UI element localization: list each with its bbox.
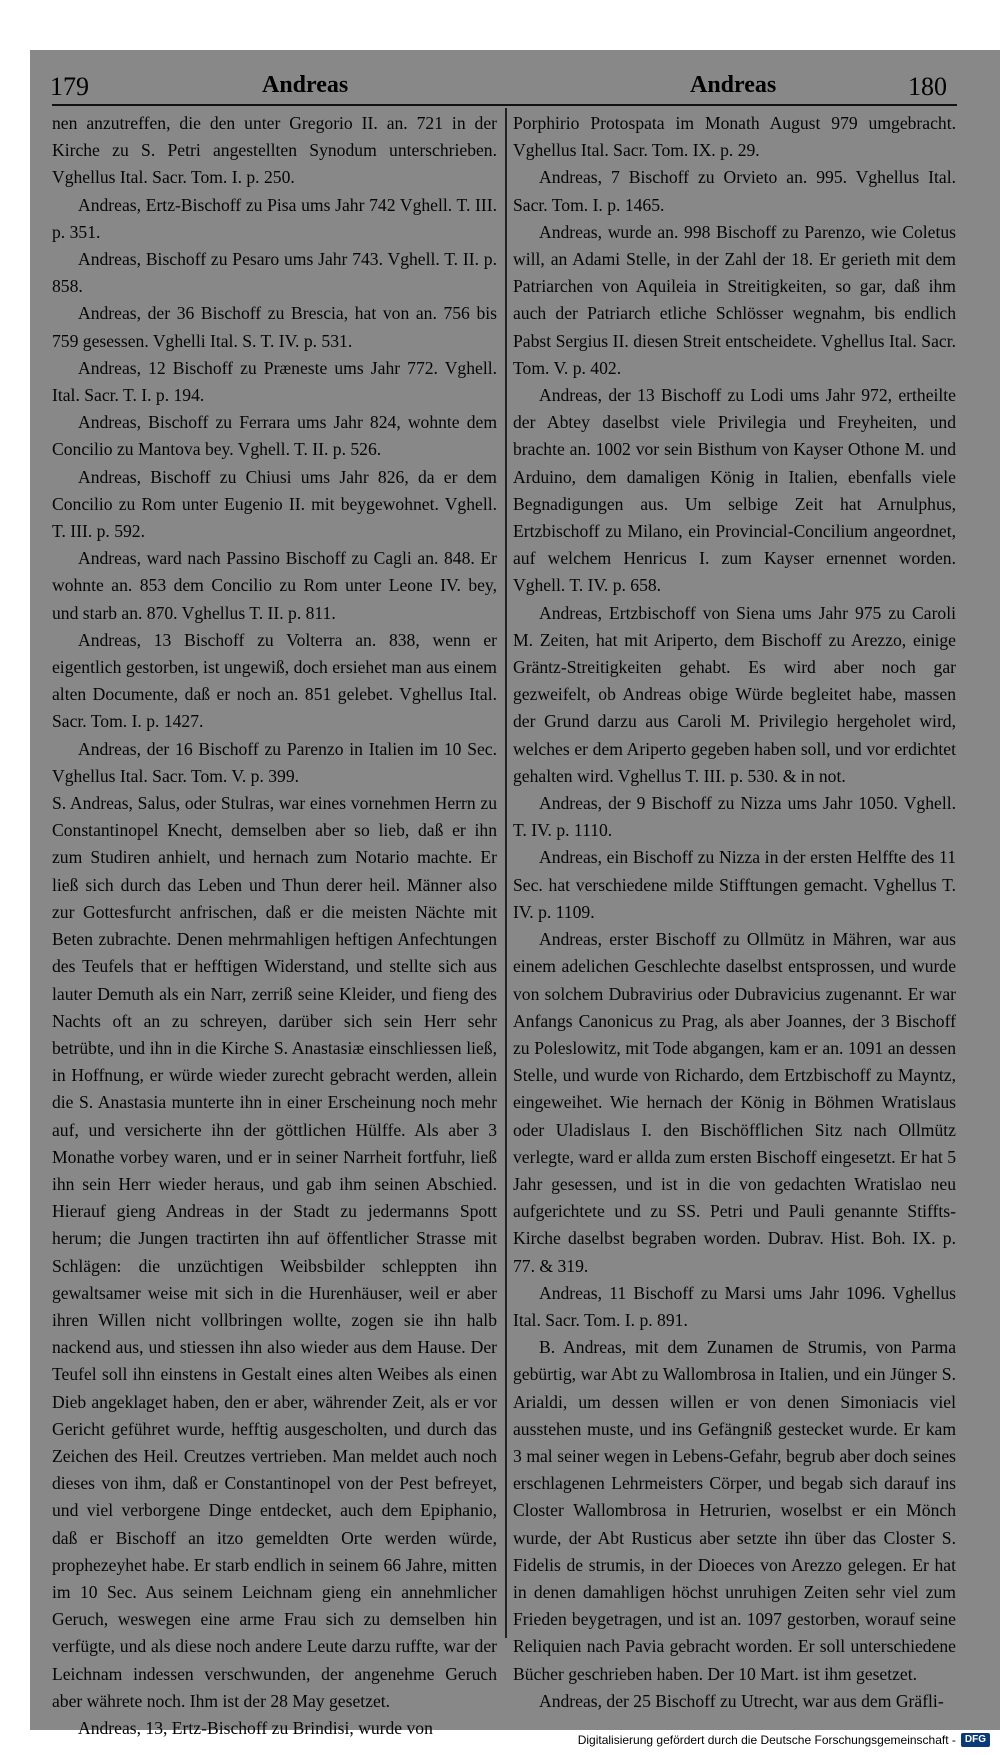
entry: Andreas, der 36 Bischoff zu Brescia, hat von an. 756 bis 759 gesessen. Vghelli Ital. S. T. IV. p. 531.	[52, 303, 497, 351]
left-column	[52, 110, 497, 1742]
entry: Andreas, 13 Bischoff zu Volterra an. 838, wenn er eigentlich gestorben, ist ungewiß, doch ersiehet man aus einem alten Documente, daß er noch an. 851 gelebet. Vghellus Ital. Sacr. Tom. I. p. 1427.	[52, 629, 497, 732]
entry: S. Andreas, Salus, oder Stulras, war eines vornehmen Herrn zu Constantinopel Knecht, demselben aber so lieb, daß er ihn zum Studiren anhielt, und hernach zum Notario machte. Er ließ sich durch das Leben und Thun derer heil. Männer also zur Gottesfurcht anfrischen, daß er die meisten Nächte mit Beten zubrachte. Denen mehrmahligen heftigen Anfechtungen des Teufels that er hefftigen Widerstand, und stellte sich aus lauter Demuth als ein Narr, zerriß seine Kleider, und fieng des Nachts oft an zu schreyen, darüber sich sein Herr sehr betrübte, und ihn in die Kirche S. Anastasiæ einschliessen ließ, in Hoffnung, er würde wieder zurecht gebracht werden, allein die S. Anastasia munterte ihn in einer Erscheinung noch mehr auf, und versicherte ihn der göttlichen Hülffe. Als aber 3 Monathe vorbey waren, und er in seiner Narrheit fortfuhr, ließ ihn sein Herr wieder heraus, und gab ihm seinen Abschied. Hierauf gieng Andreas in der Stadt zu jedermanns Spott herum; die Jungen tractirten ihn auf öffentlicher Strasse mit Schlägen: die unzüchtigen Weibsbilder schleppten ihn gewaltsamer weise mit sich in die Hurenhäuser, weil er aber ihren Willen nicht vollbringen wollte, zogen sie ihn halb nackend aus, und stiessen ihn also wieder aus dem Hause. Der Teufel soll ihn einstens in Gestalt eines alten Weibes als einen Dieb angeklaget haben, den er aber, währender Zeit, als er vor Gericht geführet wurde, hefftig ausgescholten, und durch das Zeichen des Heil. Creutzes vertrieben. Man meldet auch noch dieses von ihm, daß er Constantinopel von der Pest befreyet, und viel verborgene Dinge entdecket, auch dem Epiphanio, daß er Bischoff an itzo gemeldten Orte werden würde, prophezeyhet habe. Er starb endlich in seinem 66 Jahre, mitten im 10 Sec. Aus seinem Leichnam gieng ein annehmlicher Geruch, weswegen eine arme Frau sich zu demselben hin verfügte, und als diese noch andere Leute darzu ruffte, war der Leichnam indessen verschwunden, der angenehme Geruch aber währete noch. Ihm ist der 28 May gesetzet.	[52, 793, 497, 1711]
entry: Andreas, 13, Ertz-Bischoff zu Brindisi, wurde von	[78, 1717, 433, 1738]
entry: Andreas, 7 Bischoff zu Orvieto an. 995. Vghellus Ital. Sacr. Tom. I. p. 1465.	[513, 167, 956, 215]
entry: Andreas, ward nach Passino Bischoff zu Cagli an. 848. Er wohnte an. 853 dem Concilio zu Rom unter Leone IV. bey, und starb an. 870. Vghellus T. II. p. 811.	[52, 548, 497, 623]
entry: B. Andreas, mit dem Zunamen de Strumis, von Parma gebürtig, war Abt zu Wallombrosa in Italien, und ein Jünger S. Arialdi, um dessen willen er von denen Simoniacis viel ausstehen muste, und ins Gefängniß gestecket wurde. Er kam 3 mal seiner wegen in Lebens-Gefahr, begrub aber doch seines erschlagenen Lehrmeisters Cörper, und begab sich darauf ins Closter Wallombrosa in Hetrurien, woselbst er ein Mönch wurde, der Abt Rusticus aber setzte ihn über das Closter S. Fidelis de strumis, in der Dioeces von Arezzo gelegen. Er hat in denen damahligen höchst unruhigen Zeiten sehr viel zum Frieden beygetragen, und ist an. 1097 gestorben, worauf seine Reliquien nach Pavia gebracht worden. Er soll unterschiedene Bücher geschrieben haben. Der 10 Mart. ist ihm gesetzet.	[513, 1337, 956, 1684]
entry: Porphirio Protospata im Monath August 979 umgebracht. Vghellus Ital. Sacr. Tom. IX. p. 29.	[513, 113, 956, 161]
funding-footer	[578, 1731, 990, 1749]
footer-text: Digitalisierung gefördert durch die Deutsche Forschungsgemeinschaft -	[577, 1733, 956, 1747]
running-title-left: Andreas	[262, 72, 349, 98]
entry: Andreas, ein Bischoff zu Nizza in der ersten Helffte des 11 Sec. hat verschiedene milde Stifftungen gemacht. Vghellus T. IV. p. 1109.	[513, 847, 956, 922]
entry: Andreas, der 13 Bischoff zu Lodi ums Jahr 972, ertheilte der Abtey daselbst viele Privilegia und Freyheiten, und brachte an. 1002 vor sein Bisthum von Kayser Othone M. und Arduino, dem damaligen König in Italien, ebenfalls viele Begnadigungen aus. Um selbige Zeit hat Arnulphus, Ertzbischoff zu Milano, ein Provincial-Concilium angeordnet, auf welchem Henricus I. zum Kayser ernennet worden. Vghell. T. IV. p. 658.	[513, 385, 956, 596]
entry: Andreas, wurde an. 998 Bischoff zu Parenzo, wie Coletus will, an Adami Stelle, in der Zahl der 18. Er gerieth mit dem Patriarchen von Aquileia in Streitigkeiten, so gar, daß ihm auch der Patriarch etliche Schlösser wegnahm, bis endlich Pabst Sergius II. diesen Streit entscheidete. Vghellus Ital. Sacr. Tom. V. p. 402.	[513, 221, 956, 378]
entry: Andreas, der 16 Bischoff zu Parenzo in Italien im 10 Sec. Vghellus Ital. Sacr. Tom. V. p. 399.	[52, 738, 497, 786]
page-number-left: 179	[50, 72, 89, 101]
running-title-right: Andreas	[690, 72, 777, 98]
header-rule	[52, 104, 957, 106]
page-number-right: 180	[908, 72, 947, 101]
entry: Andreas, Bischoff zu Chiusi ums Jahr 826, da er dem Concilio zu Rom unter Eugenio II. mit beygewohnet. Vghell. T. III. p. 592.	[52, 466, 497, 542]
entry: Andreas, Ertz-Bischoff zu Pisa ums Jahr 742 Vghell. T. III. p. 351.	[52, 194, 497, 242]
right-column	[513, 110, 956, 1715]
entry: Andreas, Ertzbischoff von Siena ums Jahr 975 zu Caroli M. Zeiten, hat mit Ariperto, dem Bischoff zu Arezzo, einige Grän​tz-Streitigkeiten gehabt. Es wird aber noch gar gezweifelt, ob Andreas obige Würde begleitet habe, massen der Grund darzu aus Caroli M. Privilegio hergeholet wird, welches er dem Ariperto gegeben haben soll, und vor erdichtet gehalten wird. Vghellus T. III. p. 530. & in not.	[513, 602, 956, 786]
entry: nen anzutreffen, die den unter Gregorio II. an. 721 in der Kirche zu S. Petri angestellten Synodum unterschrieben. Vghellus Ital. Sacr. Tom. I. p. 250.	[52, 113, 497, 188]
dfg-logo: DFG	[961, 1733, 990, 1747]
entry: Andreas, der 25 Bischoff zu Utrecht, war aus dem Gräfli-	[539, 1690, 944, 1711]
entry: Andreas, erster Bischoff zu Ollmütz in Mähren, war aus einem adelichen Geschlechte daselbst entsprossen, und wurde von solchem Dubravirius oder Dubravicius zugenannt. Er war Anfangs Canonicus zu Prag, als aber Joannes, der 3 Bischoff zu Poleslowitz, mit Tode abgangen, kam er an. 1091 an dessen Stelle, und wurde von Richardo, dem Ertzbischoff zu Mayntz, eingeweihet. Wie hernach der König in Böhmen Wratislaus oder Uladislaus I. den Bischöfflichen Sitz nach Ollmütz verlegte, ward er allda zum ersten Bischoff eingesetzt. Er hat 5 Jahr gesessen, und ist in die von gedachten Wratislao neu aufgerichtete und zu SS. Petri und Pauli genannte Stiffts-Kirche daselbst begraben worden. Dubrav. Hist. Boh. IX. p. 77. & 319.	[513, 929, 956, 1276]
entry: Andreas, 12 Bischoff zu Præneste ums Jahr 772. Vghell. Ital. Sacr. T. I. p. 194.	[52, 357, 497, 406]
entry: Andreas, 11 Bischoff zu Marsi ums Jahr 1096. Vghellus Ital. Sacr. Tom. I. p. 891.	[513, 1282, 956, 1330]
entry: Andreas, der 9 Bischoff zu Nizza ums Jahr 1050. Vghell. T. IV. p. 1110.	[513, 793, 956, 841]
entry: Andreas, Bischoff zu Pesaro ums Jahr 743. Vghell. T. II. p. 858.	[52, 249, 497, 297]
entry: Andreas, Bischoff zu Ferrara ums Jahr 824, wohnte dem Concilio zu Mantova bey. Vghell. T. II. p. 526.	[52, 412, 497, 460]
column-divider	[505, 108, 507, 1638]
